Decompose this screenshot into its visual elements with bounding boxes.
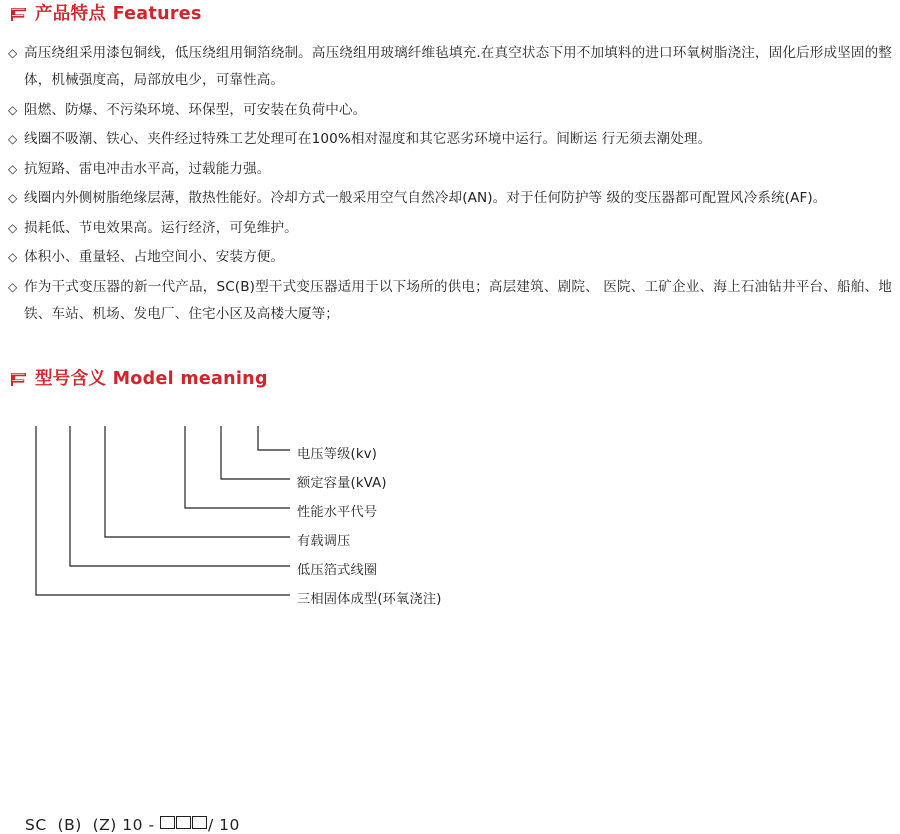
model-code-slash: / xyxy=(207,816,214,834)
list-item xyxy=(8,40,892,94)
list-item-text: 体积小、重量轻、占地空间小、安装方便。 xyxy=(24,249,285,265)
capacity-placeholder-box xyxy=(192,816,207,829)
model-code-dash: - xyxy=(148,816,155,834)
list-bullet: ◇ xyxy=(8,132,18,146)
list-item xyxy=(8,126,892,153)
red-flag-mark-icon xyxy=(10,6,27,23)
list-item xyxy=(8,185,892,212)
list-item xyxy=(8,244,892,271)
list-bullet: ◇ xyxy=(8,279,18,294)
model-meaning-title: 型号含义 Model meaning xyxy=(35,369,268,389)
list-bullet: ◇ xyxy=(8,191,18,205)
list-bullet: ◇ xyxy=(8,220,18,235)
list-bullet: ◇ xyxy=(8,161,18,176)
leader-lines xyxy=(0,404,900,614)
leader-label-performance-code: 性能水平代号 xyxy=(297,505,378,520)
list-bullet: ◇ xyxy=(8,102,18,117)
list-item-text: 作为干式变压器的新一代产品，SC(B)型干式变压器适用于以下场所的供电；高层建筑、剧院、 医院、工矿企业、海上石油钻井平台、船舶、地铁、车站、机场、发电厂、住宅小区及高楼大厦等； xyxy=(24,278,892,322)
list-item-text: 线圈不吸潮、铁心、夹件经过特殊工艺处理可在100%相对湿度和其它恶劣环境中运行。间断运 行无须去潮处理。 xyxy=(24,131,712,147)
model-code-part-10: 10 xyxy=(122,816,144,834)
model-code-part-b: (B) xyxy=(57,816,82,834)
model-code-diagram xyxy=(0,404,900,834)
capacity-placeholder-box xyxy=(176,816,191,829)
model-code-voltage: 10 xyxy=(219,816,240,834)
model-code-part-z: (Z) xyxy=(92,816,117,834)
leader-label-lv-foil-coil: 低压箔式线圈 xyxy=(297,563,378,578)
features-section-heading xyxy=(10,6,202,24)
leader-label-on-load-tap: 有载调压 xyxy=(297,534,351,549)
list-item-text: 高压绕组采用漆包铜线，低压绕组用铜箔绕制。高压绕组用玻璃纤维毡填充.在真空状态下用不加填料的进口环氧树脂浇注，固化后形成坚固的整体，机械强度高，局部放电少，可靠性高。 xyxy=(24,45,892,88)
list-item-text: 阻燃、防爆、不污染环境、环保型，可安装在负荷中心。 xyxy=(24,101,367,118)
features-list xyxy=(8,40,892,330)
list-item-text: 损耗低、节电效果高。运行经济，可免维护。 xyxy=(24,219,298,236)
red-flag-mark-icon xyxy=(10,371,27,388)
list-item xyxy=(8,156,892,183)
leader-label-rated-capacity: 额定容量(kVA) xyxy=(297,476,387,491)
capacity-placeholder-box xyxy=(160,816,175,829)
features-title: 产品特点 Features xyxy=(35,4,202,24)
model-meaning-section-heading xyxy=(10,371,268,389)
model-code-string xyxy=(25,816,240,834)
list-bullet: ◇ xyxy=(8,250,18,264)
list-item xyxy=(8,274,892,328)
list-item-text: 抗短路、雷电冲击水平高，过载能力强。 xyxy=(24,160,271,177)
list-bullet: ◇ xyxy=(8,46,18,60)
model-code-part-sc: SC xyxy=(25,816,47,834)
list-item-text: 线圈内外侧树脂绝缘层薄，散热性能好。冷却方式一般采用空气自然冷却(AN)。对于任何防护等 级的变压器都可配置风冷系统(AF)。 xyxy=(24,190,827,206)
leader-label-three-phase-cast: 三相固体成型(环氧浇注) xyxy=(297,592,442,607)
list-item xyxy=(8,97,892,124)
leader-label-voltage-level: 电压等级(kv) xyxy=(297,447,378,462)
list-item xyxy=(8,215,892,242)
